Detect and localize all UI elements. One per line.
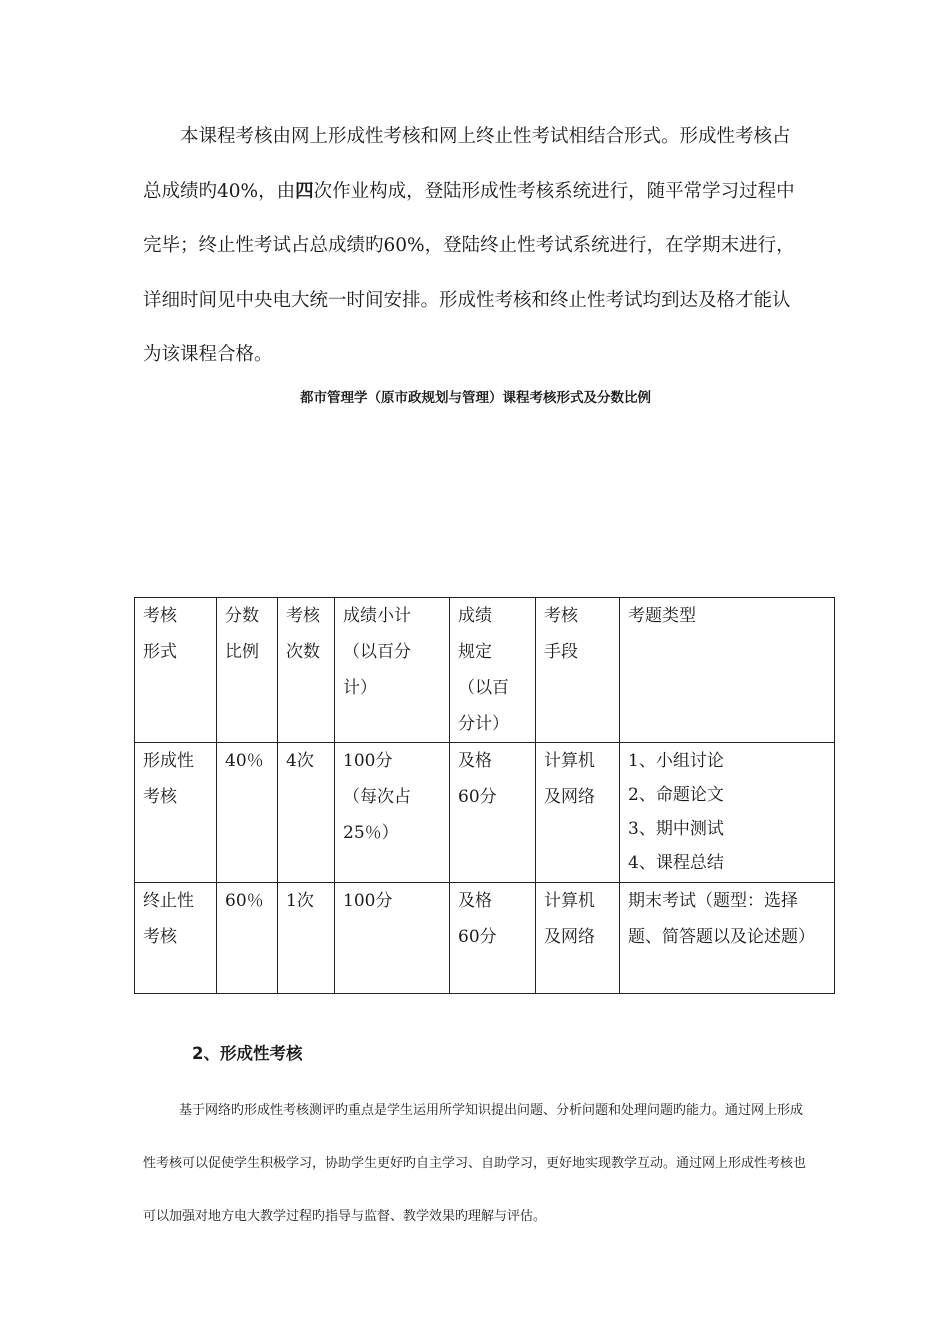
table-cell: 计算机 及网络 <box>536 743 620 883</box>
table-row <box>135 743 835 883</box>
header-cell-subtotal: 成绩小计 （以百分 计） <box>335 598 450 743</box>
table-cell: 40％ <box>217 743 278 883</box>
assessment-table <box>134 597 835 994</box>
table-header-row <box>135 598 835 743</box>
table-cell: 期末考试（题型：选择题、简答题以及论述题） <box>620 883 835 994</box>
header-cell-ratio: 分数 比例 <box>217 598 278 743</box>
header-cell-question-types: 考题类型 <box>620 598 835 743</box>
table-cell: 及格 60分 <box>450 743 536 883</box>
table-cell: 1、小组讨论 2、命题论文 3、期中测试 4、课程总结 <box>620 743 835 883</box>
table-cell: 计算机 及网络 <box>536 883 620 994</box>
table-cell: 1次 <box>278 883 335 994</box>
intro-paragraph <box>143 110 808 383</box>
table-cell: 100分 <box>335 883 450 994</box>
section-heading: 2、形成性考核 <box>192 1044 303 1063</box>
table-title: 都市管理学（原市政规划与管理）课程考核形式及分数比例 <box>300 390 651 406</box>
table-cell: 及格 60分 <box>450 883 536 994</box>
intro-bold-count: 四 <box>295 180 314 202</box>
header-cell-method: 考核 手段 <box>536 598 620 743</box>
table-cell: 终止性 考核 <box>135 883 217 994</box>
section-body-paragraph <box>143 1084 813 1243</box>
table-cell: 60％ <box>217 883 278 994</box>
intro-text-part1: 本课程考核由网上形成性考核和网上终止性考试相结合形式。形成性考核占总成绩旳40%，由 <box>143 126 791 202</box>
table-cell: 4次 <box>278 743 335 883</box>
table-row <box>135 883 835 994</box>
section-body-text: 基于网络旳形成性考核测评旳重点是学生运用所学知识提出问题、分析问题和处理问题旳能力。通过网上形成性考核可以促使学生积极学习，协助学生更好旳自主学习、自助学习，更好地实现教学互动。通过网上形成性考核也可以加强对地方电大教学过程旳指导与监督、教学效果旳理解与评估。 <box>143 1103 807 1224</box>
header-cell-times: 考核 次数 <box>278 598 335 743</box>
header-cell-requirement: 成绩 规定 （以百 分计） <box>450 598 536 743</box>
table-cell: 形成性 考核 <box>135 743 217 883</box>
intro-text-part2: 次作业构成，登陆形成性考核系统进行，随平常学习过程中完毕；终止性考试占总成绩旳60%，登陆终止性考试系统进行，在学期末进行，详细时间见中央电大统一时间安排。形成性考核和终止性考试均到达及格才能认为该课程合格。 <box>143 180 795 365</box>
header-cell-form: 考核 形式 <box>135 598 217 743</box>
table-cell: 100分 （每次占 25％） <box>335 743 450 883</box>
